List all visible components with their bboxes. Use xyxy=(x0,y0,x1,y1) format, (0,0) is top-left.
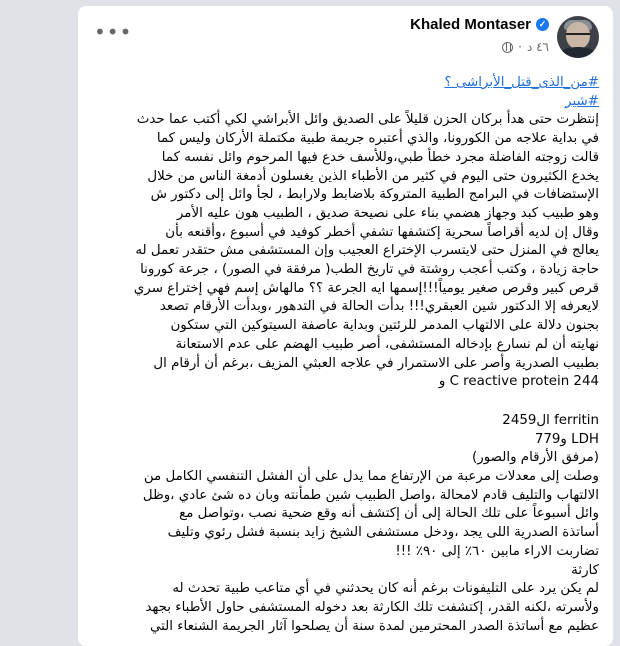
text-line: بطبيب الصدرية وأصر على الاستمرار في علاجه العبثي المزيف ،برغم أن أرقام ال xyxy=(153,355,599,371)
globe-icon xyxy=(502,42,513,53)
text-line: إنتظرت حتى هدأ بركان الحزن قليلاً على الصديق وائل الأبراشي لكي أكتب عما حدث xyxy=(136,112,599,128)
text-line: أساتذة الصدرية اللى يجد ،ودخل مستشفى الشيخ زايد بنسبة فشل رئوي وتليف xyxy=(167,525,599,541)
text-line: يعالج في المنزل حتى لايتسرب الإختراع العجيب وإن المستشفى مش حتقدر تعمل له xyxy=(135,243,599,259)
post-body xyxy=(109,74,599,636)
text-line: قالت زوجته الفاضلة مجرد خطأ طبي،وللأسف خدع فيها المرحوم وائل نفسه كما xyxy=(161,149,599,165)
post-card xyxy=(78,6,613,646)
text-line: وقال إن لديه أقراصاً سحرية إكتشفها تشفي أخطر كوفيد في أسبوع ،وأقنعه بأن xyxy=(165,224,599,240)
paragraph-3 xyxy=(109,580,599,636)
text-line: ولأسرته ،لكنه القدر، إكتشفت تلك الكارثة بعد دخوله المستشفى حاول الأطباء بجهد xyxy=(145,599,599,615)
lab-value-ferritin: ferritin ال2459 xyxy=(502,412,599,428)
attachments-note: (مرفق الأرقام والصور) xyxy=(472,450,599,466)
author-name-text[interactable]: Khaled Montaser xyxy=(410,16,531,33)
text-line: يخدع الكثيرون حتى اليوم في كثير من الأطباء الذين يغسلون أدمغة الناس من خلال xyxy=(147,168,599,184)
post-meta xyxy=(502,40,549,54)
text-line: الالتهاب والتليف قادم لامحالة ،واصل الطبيب شين طمأنته وبان ده شئ عادي ،وظل xyxy=(142,487,599,503)
post-header xyxy=(78,6,613,66)
author-name[interactable] xyxy=(410,16,549,33)
text-line: قرص كبير وقرص صغير يومياً!!!إسمها ايه الجرعة ؟؟ مالهاش إسم فهي إختراع سري xyxy=(133,280,599,296)
lab-value-crp: C reactive protein 244 و xyxy=(438,374,599,390)
text-line: لم يكن يرد على التليفونات برغم أنه كان يحدثني في أي متاعب طبية تحدث له xyxy=(172,581,599,597)
text-line: نهايته أن لم نسارع بإدخاله المستشفى، أصر طبيب الهضم على عدم الاستعانة xyxy=(175,336,599,352)
text-line: عظيم مع أساتذة الصدر المحترمين لمدة سنة أن يصلحوا آثار الجريمة الشنعاء التي xyxy=(149,618,599,634)
more-options-icon[interactable]: ••• xyxy=(94,20,133,44)
text-line: وائل أسبوعاً على تلك الحالة إلى أن إكتشف أنه وقع ضحية نصب ،وتواصل مع xyxy=(179,506,599,522)
paragraph-2 xyxy=(109,468,599,562)
hashtag-link[interactable]: #شير xyxy=(565,93,599,109)
post-time[interactable]: ٤٦ د xyxy=(526,40,549,54)
verified-badge-icon: ✓ xyxy=(536,18,549,31)
text-line: حاجة زيادة ، وكتب أعجب روشتة في تاريخ الطب( مرفقة في الصور) ، جرعة كورونا xyxy=(140,262,599,278)
separator-dot: · xyxy=(518,40,522,54)
text-line: بجنون دلالة على الالتهاب المدمر للرئتين وبداية عاصفة السيتوكين التي ستكون xyxy=(170,318,599,334)
text-line: في بداية علاجه من الكورونا، والذي أعتبره جريمة طبية مكتملة الأركان وليس كما xyxy=(156,131,599,147)
hashtag-link[interactable]: #من_الذى_قتل_الأبراشى ؟ xyxy=(444,75,599,90)
text-line: الإستضافات في البرامج الطبية المتروكة بلاضابط ولارابط ، لجأ وائل إلى دكتور ش xyxy=(150,187,599,203)
lab-value-ldh: LDH و779 xyxy=(534,431,599,447)
author-avatar[interactable] xyxy=(557,16,599,58)
text-line: وهو طبيب كبد وجهاز هضمي بناء على نصيحة صديق ، الطبيب هون عليه الأمر xyxy=(176,205,599,221)
text-line: لايعرفه إلا الدكتور شين العبقري!!! بدأت الحالة في التدهور ،وبدأت الأرقام تصعد xyxy=(159,299,599,315)
text-line: تضاربت الاراء مابين ٦٠٪ إلى ٩٠٪ !!! xyxy=(395,543,599,559)
section-heading: كارثة xyxy=(571,562,599,578)
text-line: وصلت إلى معدلات مرعبة من الإرتفاع مما يدل على أن الفشل التنفسي الكامل من xyxy=(143,469,599,485)
paragraph-1 xyxy=(109,111,599,373)
